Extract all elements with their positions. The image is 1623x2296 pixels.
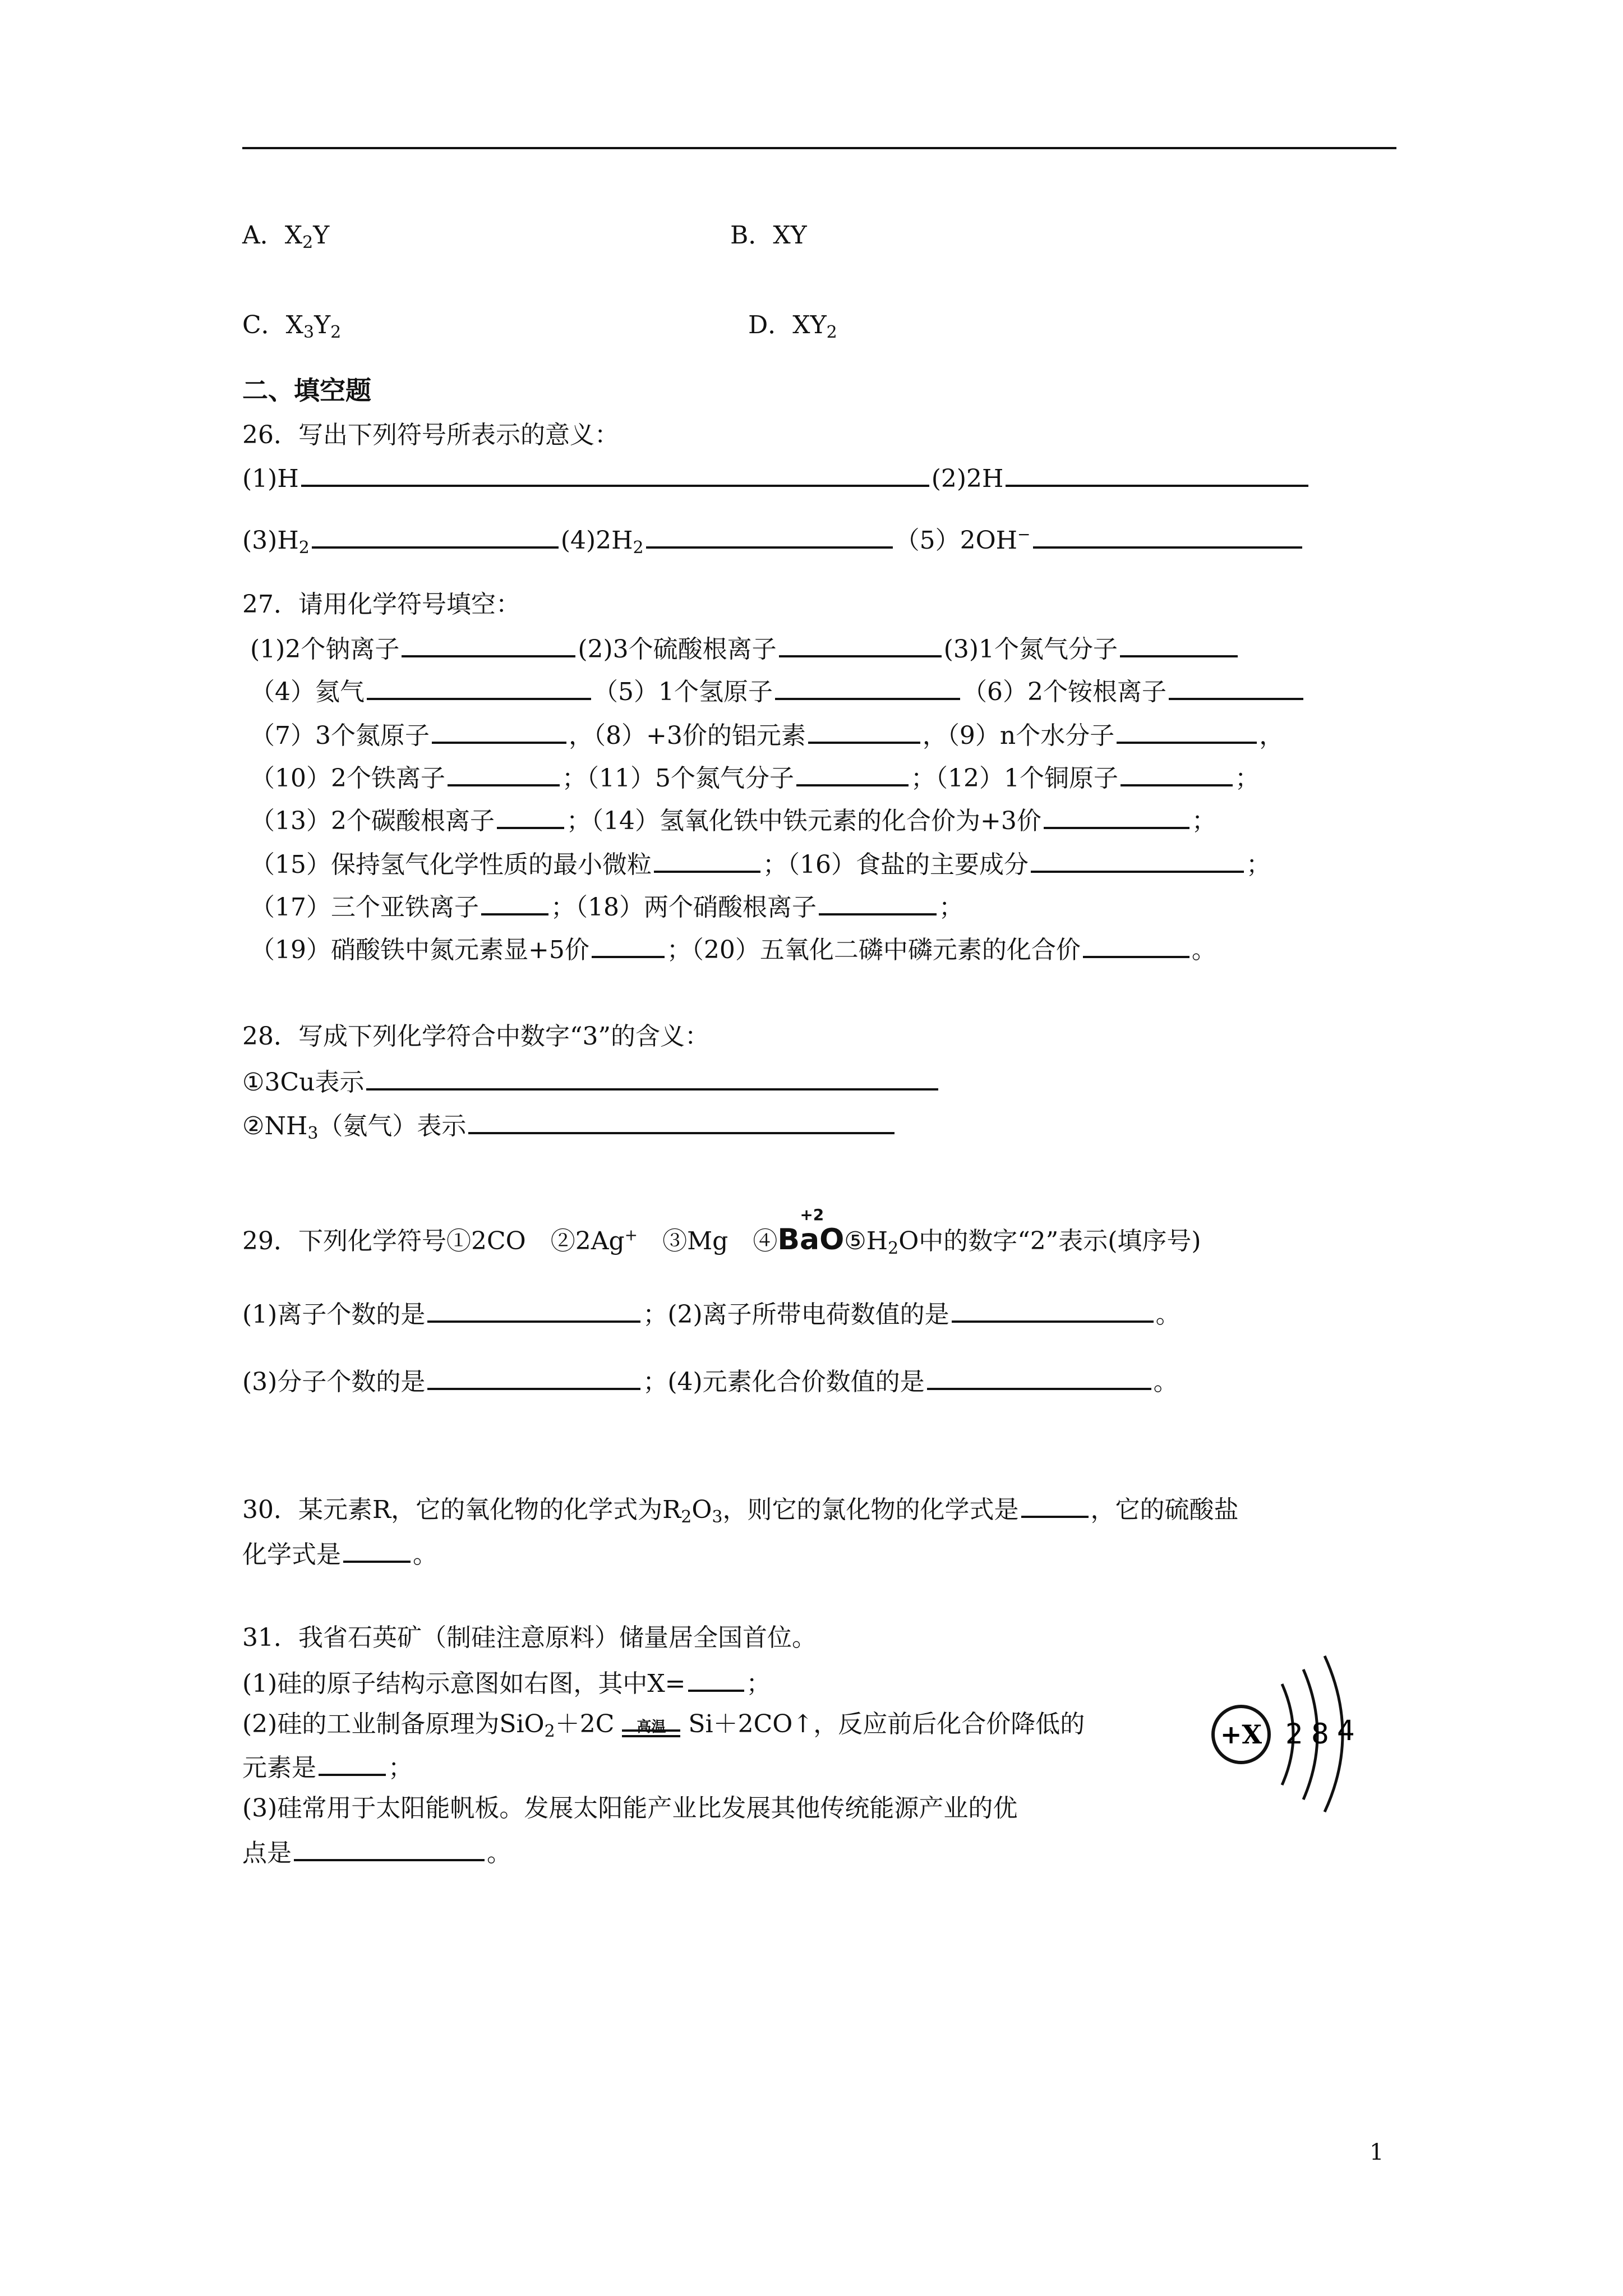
q28-item2: $②NH_3$（氨气）表示	[242, 1107, 897, 1143]
answer-blank[interactable]	[1169, 673, 1303, 700]
silicon-atom-diagram	[1210, 1650, 1378, 1813]
answer-blank[interactable]	[1021, 1491, 1089, 1518]
q28-stem: 28．写成下列化学符合中数字“3”的含义：	[242, 1022, 709, 1051]
reaction-condition: 高温	[622, 1715, 680, 1737]
q29-row1: (1)离子个数的是 ；(2)离子所带电荷数值的是 。	[242, 1296, 1181, 1332]
option-a: A．$X_2Y$	[242, 221, 330, 252]
answer-blank[interactable]	[1117, 717, 1257, 744]
answer-blank[interactable]	[312, 522, 559, 549]
answer-blank[interactable]	[927, 1363, 1151, 1390]
option-b: B．XY	[730, 221, 807, 250]
answer-blank[interactable]	[481, 889, 548, 915]
answer-blank[interactable]	[775, 673, 960, 700]
page-number: 1	[1370, 2139, 1384, 2165]
q30-line2: 化学式是 。	[242, 1536, 437, 1572]
q31-item2: (2)硅的工业制备原理为SiO$_2$＋2C 高温 Si＋2CO↑，反应前后化合价降低的	[242, 1710, 1085, 1741]
q26-row2: $(3)H_2$ $(4)2H_2$ （5）2OH−	[242, 522, 1304, 558]
answer-blank[interactable]	[432, 717, 566, 744]
q30-line1: 30．某元素R，它的氧化物的化学式为$R_2O_3$，则它的氯化物的化学式是 ，它的硫酸盐	[242, 1491, 1239, 1527]
answer-blank[interactable]	[402, 631, 575, 657]
q27-row8: （19）硝酸铁中氮元素显+5价 ；（20）五氧化二磷中磷元素的化合价 。	[250, 931, 1216, 967]
q29-stem: 29．下列化学符号①2CO ②2Ag+ ③Mg ④ +2 $BaO⑤H_2O$中的数字“2”表示(填序号)	[242, 1205, 1201, 1258]
option-d: D．$XY_2$	[748, 311, 837, 342]
answer-blank[interactable]	[796, 760, 909, 786]
answer-blank[interactable]	[1121, 760, 1233, 786]
answer-blank[interactable]	[1033, 522, 1302, 549]
answer-blank[interactable]	[654, 846, 760, 873]
header-rule	[242, 147, 1396, 149]
bao-formula: +2 BaO	[777, 1205, 845, 1257]
q27-row4: （10）2个铁离子 ；（11）5个氮气分子 ；（12）1个铜原子 ；	[250, 760, 1260, 795]
q31-stem: 31．我省石英矿（制硅注意原料）储量居全国首位。	[242, 1623, 817, 1652]
answer-blank[interactable]	[1044, 802, 1189, 829]
q31-item2-cont: 元素是 ；	[242, 1749, 413, 1785]
answer-blank[interactable]	[427, 1296, 640, 1323]
answer-blank[interactable]	[366, 1064, 938, 1091]
q31-item3-cont: 点是 。	[242, 1834, 511, 1870]
answer-blank[interactable]	[646, 522, 893, 549]
answer-blank[interactable]	[592, 931, 665, 958]
answer-blank[interactable]	[1006, 460, 1308, 487]
q26-row1: (1)H (2)2H	[242, 460, 1311, 496]
q26-stem: 26．写出下列符号所表示的意义：	[242, 421, 619, 449]
answer-blank[interactable]	[952, 1296, 1154, 1323]
answer-blank[interactable]	[343, 1536, 411, 1563]
answer-blank[interactable]	[367, 673, 591, 700]
q27-row3: （7）3个氮原子 ，（8）+3价的铝元素 ，（9）n个水分子 ，	[250, 717, 1284, 753]
answer-blank[interactable]	[301, 460, 929, 487]
q27-row5: （13）2个碳酸根离子 ；（14）氢氧化铁中铁元素的化合价为+3价 ；	[250, 802, 1216, 838]
answer-blank[interactable]	[319, 1749, 386, 1776]
answer-blank[interactable]	[688, 1665, 744, 1692]
answer-blank[interactable]	[497, 802, 564, 829]
shell-3-count: 4	[1337, 1714, 1355, 1747]
q31-item1: (1)硅的原子结构示意图如右图，其中X= ；	[242, 1665, 771, 1701]
q27-row1: (1)2个钠离子 (2)3个硫酸根离子 (3)1个氮气分子	[250, 631, 1240, 666]
q27-row2: （4）氦气 （5）1个氢原子 （6）2个铵根离子	[250, 673, 1306, 709]
answer-blank[interactable]	[294, 1834, 485, 1861]
answer-blank[interactable]	[1031, 846, 1244, 873]
answer-blank[interactable]	[819, 889, 937, 915]
answer-blank[interactable]	[1120, 631, 1238, 657]
answer-blank[interactable]	[779, 631, 942, 657]
section-title: 二、填空题	[242, 375, 371, 406]
q27-stem: 27．请用化学符号填空：	[242, 590, 520, 619]
shell-1-count: 2	[1285, 1718, 1303, 1750]
q28-item1: ①3Cu表示	[242, 1064, 940, 1099]
answer-blank[interactable]	[427, 1363, 640, 1390]
answer-blank[interactable]	[808, 717, 920, 744]
option-c: C．$X_3Y_2$	[242, 311, 342, 342]
q27-row7: （17）三个亚铁离子 ；（18）两个硝酸根离子 ；	[250, 889, 963, 924]
q27-row6: （15）保持氢气化学性质的最小微粒 ；（16）食盐的主要成分 ；	[250, 846, 1271, 882]
answer-blank[interactable]	[468, 1107, 895, 1134]
q29-row2: (3)分子个数的是 ；(4)元素化合价数值的是 。	[242, 1363, 1178, 1399]
nucleus-label: +X	[1220, 1719, 1262, 1750]
answer-blank[interactable]	[1083, 931, 1189, 958]
answer-blank[interactable]	[448, 760, 560, 786]
shell-2-count: 8	[1311, 1718, 1329, 1750]
q31-item3: (3)硅常用于太阳能帆板。发展太阳能产业比发展其他传统能源产业的优	[242, 1794, 1018, 1823]
